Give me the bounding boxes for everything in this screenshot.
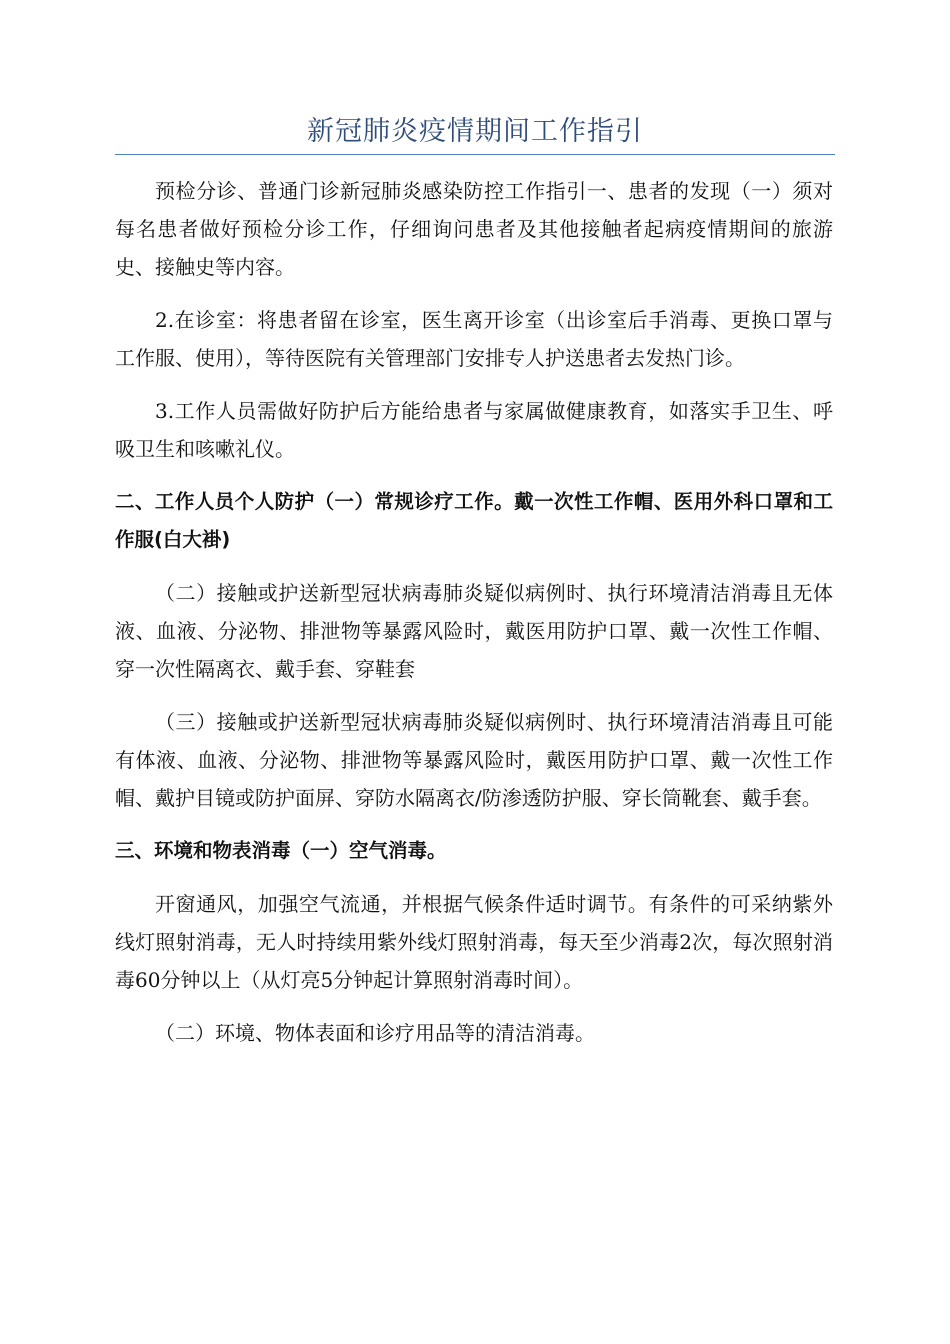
paragraph-protection-with-exposure: （三）接触或护送新型冠状病毒肺炎疑似病例时、执行环境清洁消毒且可能有体液、血液、分泌物、排泄物等暴露风险时，戴医用防护口罩、戴一次性工作帽、戴护目镜或防护面屏、穿防水隔离衣/防渗透防护服、穿长筒靴套、戴手套。 (115, 710, 833, 810)
paragraph-protection-no-exposure: （二）接触或护送新型冠状病毒肺炎疑似病例时、执行环境清洁消毒且无体液、血液、分泌物、排泄物等暴露风险时，戴医用防护口罩、戴一次性工作帽、穿一次性隔离衣、戴手套、穿鞋套 (115, 581, 833, 681)
section-heading-disinfection: 三、环境和物表消毒（一）空气消毒。 (115, 839, 447, 862)
paragraph-spacer (115, 286, 833, 301)
paragraph-spacer (115, 817, 833, 832)
paragraph-air-disinfection: 开窗通风，加强空气流通，并根据气候条件适时调节。有条件的可采纳紫外线灯照射消毒，无人时持续用紫外线灯照射消毒，每天至少消毒2次，每次照射消毒60分钟以上（从灯亮5分钟起计算照射消毒时间）。 (115, 892, 833, 992)
paragraph-patient-discovery: 预检分诊、普通门诊新冠肺炎感染防控工作指引一、患者的发现（一）须对每名患者做好预检分诊工作，仔细询问患者及其他接触者起病疫情期间的旅游史、接触史等内容。 (115, 179, 833, 279)
paragraph-spacer (115, 468, 833, 483)
paragraph-spacer (115, 999, 833, 1014)
document-title: 新冠肺炎疫情期间工作指引 (307, 116, 643, 147)
paragraph-spacer (115, 559, 833, 574)
paragraph-health-education: 3.工作人员需做好防护后方能给患者与家属做健康教育，如落实手卫生、呼吸卫生和咳嗽礼仪。 (115, 399, 833, 461)
paragraph-spacer (115, 377, 833, 392)
section-heading-staff-protection: 二、工作人员个人防护（一）常规诊疗工作。戴一次性工作帽、医用外科口罩和工作服(白大褂) (115, 490, 833, 551)
paragraph-spacer (115, 688, 833, 703)
paragraph-spacer (115, 870, 833, 885)
paragraph-surface-disinfection: （二）环境、物体表面和诊疗用品等的清洁消毒。 (155, 1021, 595, 1045)
document-body (115, 172, 833, 1052)
title-underline-rule (115, 154, 835, 155)
paragraph-in-clinic: 2.在诊室：将患者留在诊室，医生离开诊室（出诊室后手消毒、更换口罩与工作服、使用），等待医院有关管理部门安排专人护送患者去发热门诊。 (115, 308, 833, 370)
